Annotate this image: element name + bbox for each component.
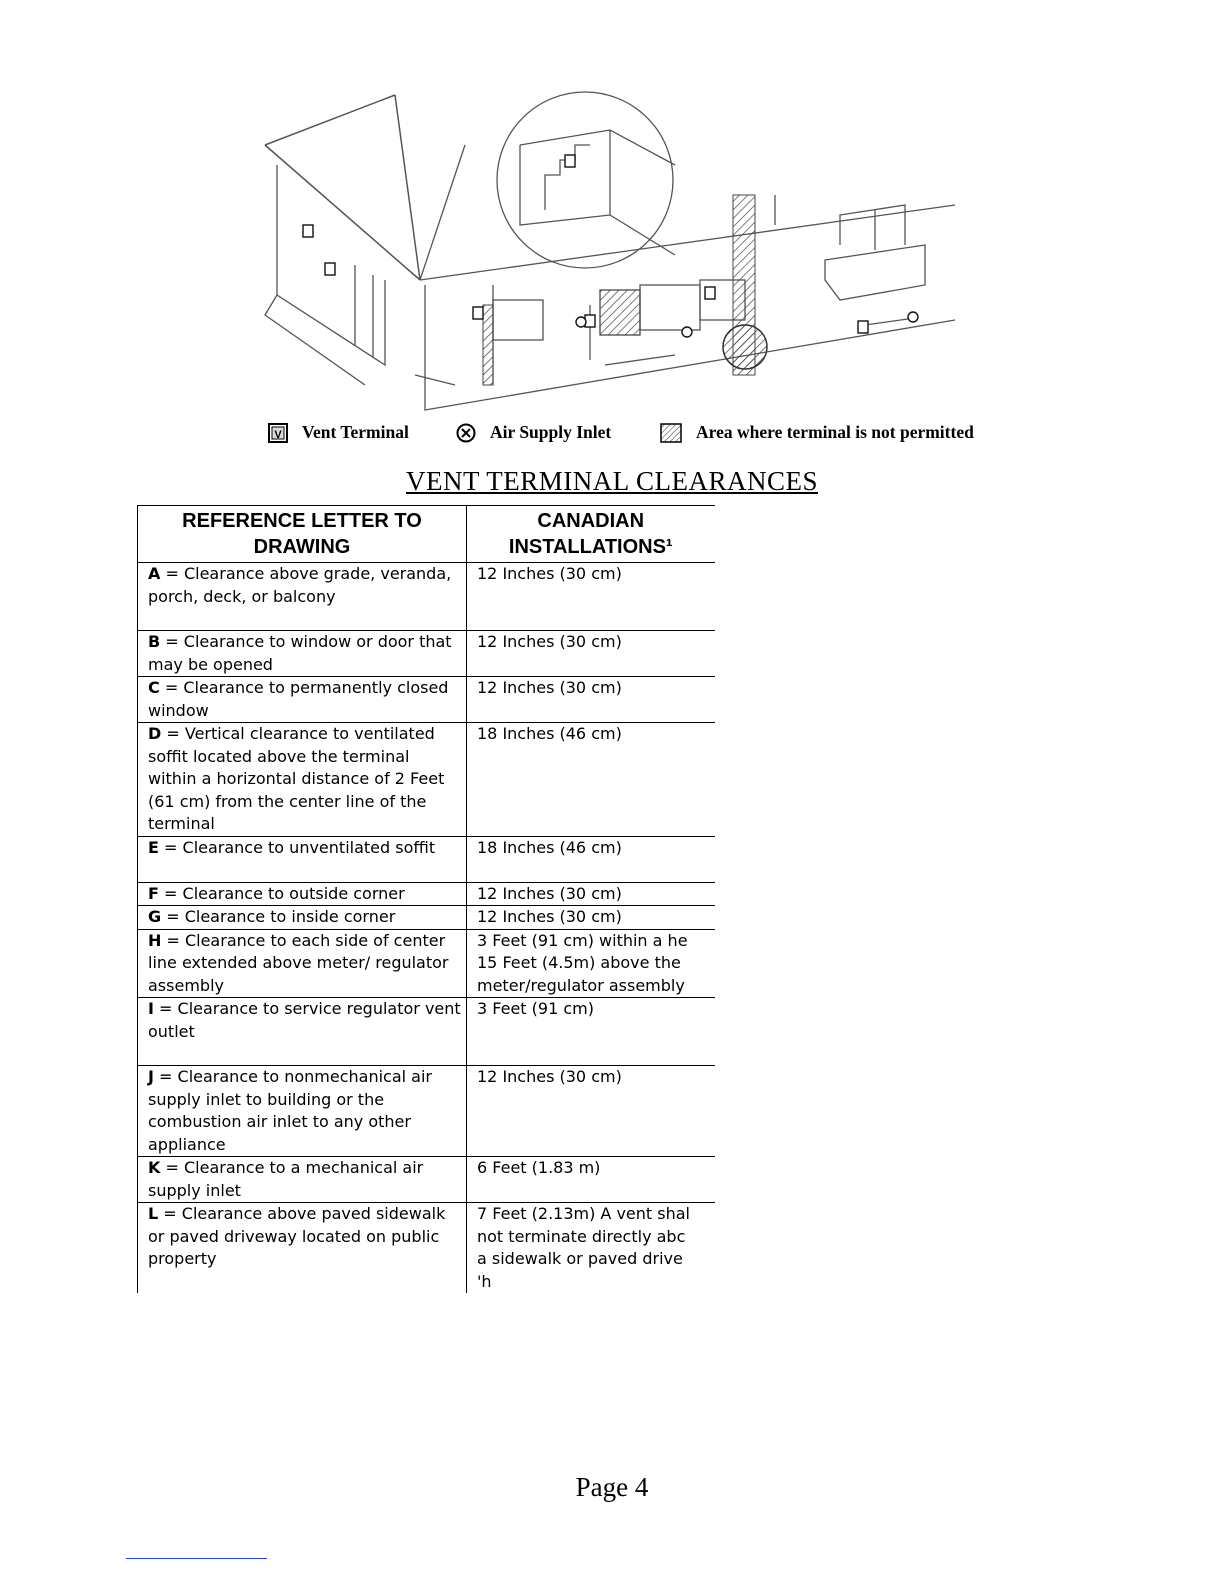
table-row — [138, 631, 715, 677]
footer-rule — [126, 1558, 267, 1559]
legend-item-vent-terminal — [268, 422, 409, 443]
row-letter: K — [148, 1158, 161, 1177]
table-row — [138, 1203, 715, 1294]
row-text: = Clearance to inside corner — [161, 907, 396, 926]
table-row — [138, 1157, 715, 1203]
row-text: = Clearance above paved sidewalk or paved driveway located on public property — [148, 1204, 446, 1268]
row-value: 3 Feet (91 cm) within a he 15 Feet (4.5m) above the meter/regulator assembly — [467, 929, 715, 998]
svg-text:V: V — [274, 428, 282, 441]
table-row — [138, 882, 715, 906]
legend-item-air-supply-inlet — [456, 422, 611, 443]
table-row — [138, 998, 715, 1066]
table-row — [138, 906, 715, 930]
legend-item-not-permitted-area — [660, 422, 974, 443]
row-description — [138, 723, 467, 837]
row-text: = Clearance to permanently closed window — [148, 678, 449, 720]
not-permitted-area-icon — [660, 423, 682, 443]
row-text: = Clearance to nonmechanical air supply inlet to building or the combustion air inlet to any other appliance — [148, 1067, 432, 1154]
legend-label: Vent Terminal — [302, 422, 409, 442]
row-description — [138, 1066, 467, 1157]
row-text: = Clearance to unventilated soffit — [158, 837, 436, 857]
row-description — [138, 1203, 467, 1294]
row-text: = Clearance above grade, veranda, porch, deck, or balcony — [148, 564, 452, 606]
table-row — [138, 1066, 715, 1157]
house-illustration — [255, 85, 965, 415]
legend — [268, 422, 1028, 450]
row-description — [138, 929, 467, 998]
row-letter: F — [148, 883, 159, 903]
row-value: 12 Inches (30 cm) — [467, 906, 715, 930]
header-canadian-installations: CANADIAN INSTALLATIONS¹ — [467, 506, 715, 563]
row-letter: H — [148, 930, 162, 950]
row-letter: B — [148, 632, 161, 651]
row-text: = Clearance to a mechanical air supply inlet — [148, 1158, 424, 1200]
row-description — [138, 677, 467, 723]
row-description — [138, 998, 467, 1066]
row-letter: C — [148, 678, 160, 697]
row-value: 7 Feet (2.13m) A vent shal not terminate directly abc a sidewalk or paved drive 'h — [467, 1203, 715, 1294]
table-header-row — [138, 506, 715, 563]
row-letter: J — [148, 1067, 154, 1086]
row-text: = Clearance to service regulator vent outlet — [148, 999, 461, 1041]
clearance-table — [137, 505, 715, 1293]
row-value: 18 Inches (46 cm) — [467, 836, 715, 882]
table-row — [138, 723, 715, 837]
table-row — [138, 677, 715, 723]
table-row — [138, 929, 715, 998]
vent-clearance-drawing — [255, 85, 965, 415]
page-title: VENT TERMINAL CLEARANCES — [405, 466, 818, 496]
row-text: = Clearance to each side of center line extended above meter/ regulator assembly — [148, 930, 449, 995]
row-value: 6 Feet (1.83 m) — [467, 1157, 715, 1203]
legend-label: Air Supply Inlet — [490, 422, 612, 442]
row-description — [138, 906, 467, 930]
header-reference-letter: REFERENCE LETTER TO DRAWING — [138, 506, 467, 563]
row-letter: L — [148, 1204, 159, 1223]
row-letter: E — [148, 837, 159, 857]
row-value: 12 Inches (30 cm) — [467, 631, 715, 677]
row-value: 12 Inches (30 cm) — [467, 563, 715, 631]
row-value: 3 Feet (91 cm) — [467, 998, 715, 1066]
row-description — [138, 631, 467, 677]
row-description — [138, 882, 467, 906]
row-text: = Vertical clearance to ventilated soffit located above the terminal within a horizontal distance of 2 Feet (61 cm) from the center line of the terminal — [148, 724, 445, 833]
row-description — [138, 1157, 467, 1203]
row-value: 18 Inches (46 cm) — [467, 723, 715, 837]
row-description — [138, 563, 467, 631]
row-text: = Clearance to window or door that may be opened — [148, 632, 452, 674]
table-row — [138, 836, 715, 882]
row-value: 12 Inches (30 cm) — [467, 1066, 715, 1157]
row-value: 12 Inches (30 cm) — [467, 677, 715, 723]
row-value: 12 Inches (30 cm) — [467, 882, 715, 906]
row-letter: I — [148, 999, 154, 1018]
table-row — [138, 563, 715, 631]
row-description — [138, 836, 467, 882]
row-letter: D — [148, 724, 162, 743]
page-number: Page 4 — [575, 1472, 649, 1502]
row-text: = Clearance to outside corner — [158, 883, 405, 903]
row-letter: G — [148, 907, 162, 926]
air-supply-inlet-icon — [456, 423, 476, 443]
row-letter: A — [148, 564, 161, 583]
vent-terminal-icon — [268, 423, 288, 443]
clearance-table-wrapper — [137, 505, 714, 1291]
legend-label: Area where terminal is not permitted — [696, 422, 974, 442]
